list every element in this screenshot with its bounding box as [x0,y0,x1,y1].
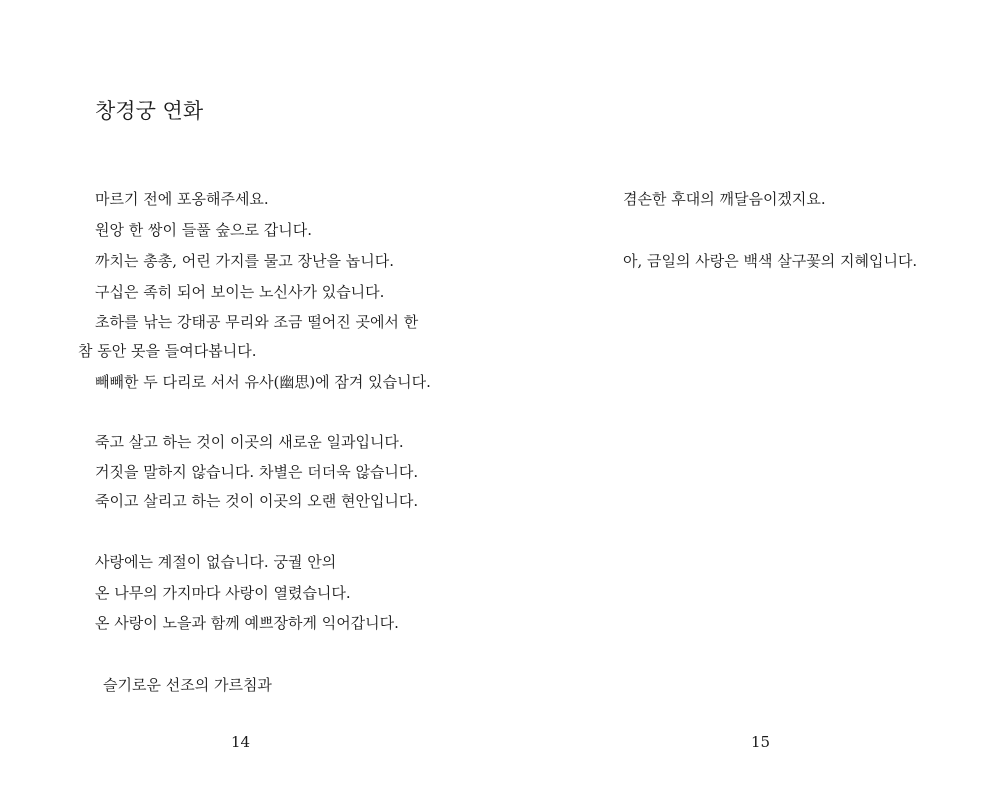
poem-line: 참 동안 못을 들여다봅니다. [78,342,257,360]
poem-line: 죽고 살고 하는 것이 이곳의 새로운 일과입니다. [95,433,404,451]
poem-line: 거짓을 말하지 않습니다. 차별은 더더욱 않습니다. [95,463,419,481]
poem-line: 온 나무의 가지마다 사랑이 열렸습니다. [95,584,351,602]
page-number-right: 15 [751,733,771,751]
poem-line: 초하를 낚는 강태공 무리와 조금 떨어진 곳에서 한 [95,313,419,331]
poem-line: 아, 금일의 사랑은 백색 살구꽃의 지혜입니다. [623,252,918,270]
right-page [500,0,1000,801]
poem-line: 온 사랑이 노을과 함께 예쁘장하게 익어갑니다. [95,614,399,632]
poem-line: 마르기 전에 포옹해주세요. [95,190,269,208]
poem-line: 빼빼한 두 다리로 서서 유사(幽思)에 잠겨 있습니다. [95,373,431,391]
page-number-left: 14 [231,733,251,751]
poem-line: 사랑에는 계절이 없습니다. 궁궐 안의 [95,553,337,571]
poem-line: 까치는 총총, 어린 가지를 물고 장난을 놉니다. [95,252,394,270]
poem-line: 슬기로운 선조의 가르침과 [103,676,272,694]
poem-line: 죽이고 살리고 하는 것이 이곳의 오랜 현안입니다. [95,492,419,510]
poem-title: 창경궁 연화 [95,99,204,123]
poem-line: 겸손한 후대의 깨달음이겠지요. [623,190,826,208]
poem-line: 구십은 족히 되어 보이는 노신사가 있습니다. [95,283,385,301]
poem-line: 원앙 한 쌍이 들풀 숲으로 갑니다. [95,221,312,239]
